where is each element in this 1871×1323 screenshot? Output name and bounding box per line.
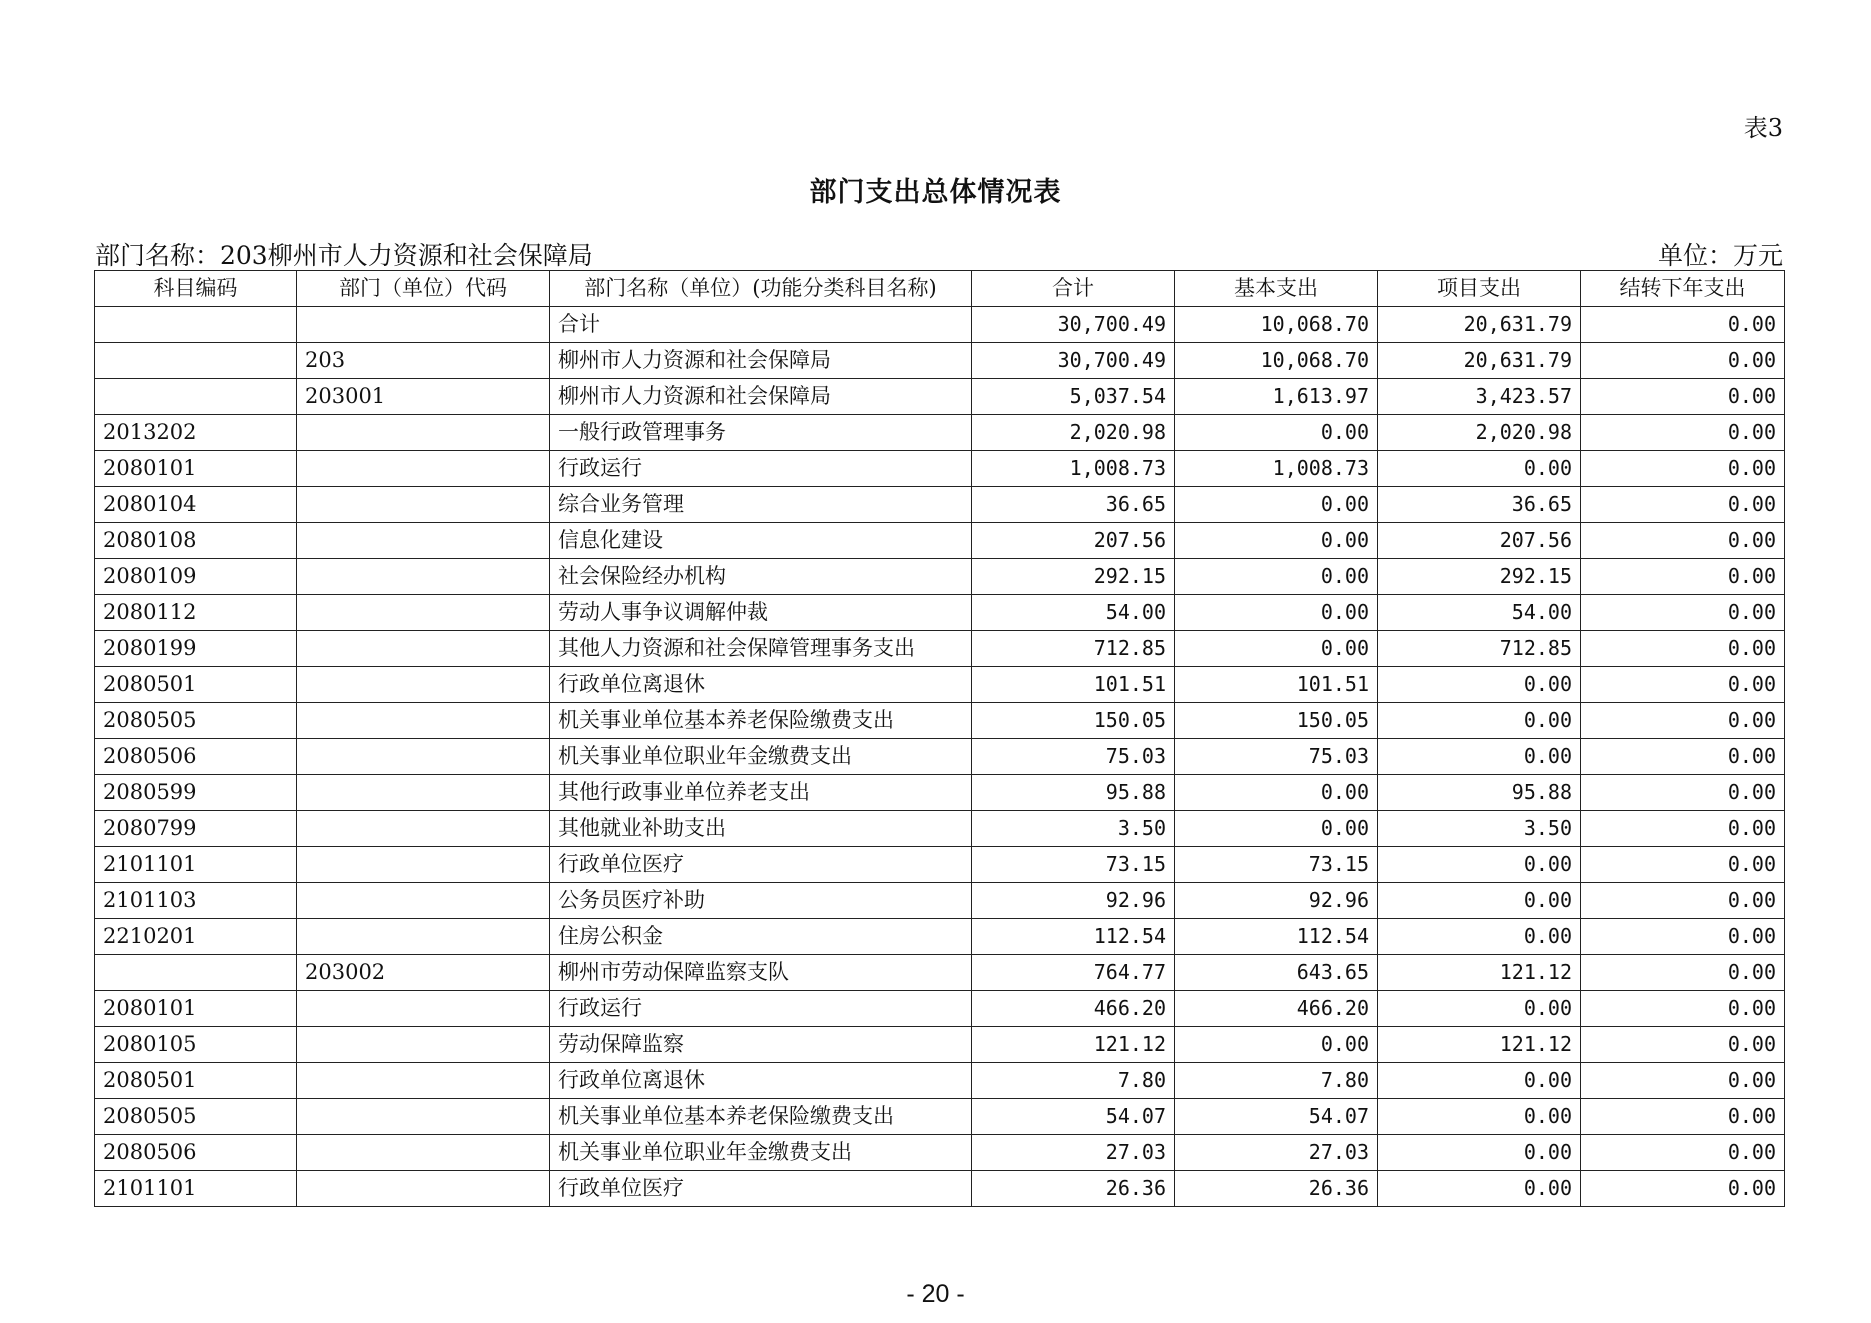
- cell-name: 机关事业单位职业年金缴费支出: [550, 1135, 972, 1171]
- cell-basic: 26.36: [1175, 1171, 1378, 1207]
- cell-name: 机关事业单位基本养老保险缴费支出: [550, 1099, 972, 1135]
- cell-project: 2,020.98: [1378, 415, 1581, 451]
- cell-basic: 112.54: [1175, 919, 1378, 955]
- cell-basic: 643.65: [1175, 955, 1378, 991]
- cell-carryover: 0.00: [1581, 955, 1785, 991]
- cell-subject-code: [95, 307, 297, 343]
- cell-name: 其他人力资源和社会保障管理事务支出: [550, 631, 972, 667]
- cell-total: 1,008.73: [972, 451, 1175, 487]
- cell-name: 一般行政管理事务: [550, 415, 972, 451]
- table-row: [95, 343, 1785, 379]
- cell-total: 95.88: [972, 775, 1175, 811]
- cell-name: 劳动人事争议调解仲裁: [550, 595, 972, 631]
- cell-total: 30,700.49: [972, 307, 1175, 343]
- cell-unit-code: [297, 559, 550, 595]
- cell-unit-code: [297, 883, 550, 919]
- cell-basic: 1,008.73: [1175, 451, 1378, 487]
- cell-total: 150.05: [972, 703, 1175, 739]
- table-row: [95, 1027, 1785, 1063]
- cell-total: 7.80: [972, 1063, 1175, 1099]
- cell-project: 54.00: [1378, 595, 1581, 631]
- unit-label: 单位：万元: [1657, 241, 1783, 270]
- cell-total: 466.20: [972, 991, 1175, 1027]
- table-row: [95, 847, 1785, 883]
- cell-basic: 0.00: [1175, 811, 1378, 847]
- cell-total: 207.56: [972, 523, 1175, 559]
- cell-name: 行政单位医疗: [550, 847, 972, 883]
- cell-carryover: 0.00: [1581, 523, 1785, 559]
- table-row: [95, 379, 1785, 415]
- cell-total: 292.15: [972, 559, 1175, 595]
- cell-project: 121.12: [1378, 955, 1581, 991]
- cell-carryover: 0.00: [1581, 847, 1785, 883]
- cell-basic: 73.15: [1175, 847, 1378, 883]
- table-row: [95, 1171, 1785, 1207]
- page-number: - 20 -: [906, 1280, 965, 1308]
- cell-unit-code: [297, 847, 550, 883]
- header-carryover: 结转下年支出: [1581, 271, 1785, 307]
- cell-carryover: 0.00: [1581, 415, 1785, 451]
- cell-name: 行政运行: [550, 991, 972, 1027]
- table-row: [95, 667, 1785, 703]
- cell-name: 柳州市人力资源和社会保障局: [550, 343, 972, 379]
- cell-name: 劳动保障监察: [550, 1027, 972, 1063]
- cell-project: 3,423.57: [1378, 379, 1581, 415]
- cell-project: 0.00: [1378, 1063, 1581, 1099]
- cell-subject-code: 2080101: [95, 451, 297, 487]
- table-row: [95, 739, 1785, 775]
- cell-total: 54.07: [972, 1099, 1175, 1135]
- cell-basic: 0.00: [1175, 775, 1378, 811]
- cell-unit-code: [297, 631, 550, 667]
- cell-carryover: 0.00: [1581, 883, 1785, 919]
- cell-project: 0.00: [1378, 1099, 1581, 1135]
- cell-total: 121.12: [972, 1027, 1175, 1063]
- table-row: [95, 523, 1785, 559]
- cell-unit-code: 203: [297, 343, 550, 379]
- cell-project: 36.65: [1378, 487, 1581, 523]
- cell-project: 0.00: [1378, 1135, 1581, 1171]
- cell-basic: 101.51: [1175, 667, 1378, 703]
- cell-project: 0.00: [1378, 847, 1581, 883]
- cell-basic: 0.00: [1175, 523, 1378, 559]
- cell-basic: 466.20: [1175, 991, 1378, 1027]
- department-label: 部门名称：203柳州市人力资源和社会保障局: [95, 241, 593, 270]
- cell-carryover: 0.00: [1581, 451, 1785, 487]
- cell-project: 0.00: [1378, 451, 1581, 487]
- cell-subject-code: 2080505: [95, 703, 297, 739]
- cell-project: 0.00: [1378, 703, 1581, 739]
- cell-basic: 0.00: [1175, 1027, 1378, 1063]
- cell-basic: 10,068.70: [1175, 307, 1378, 343]
- cell-carryover: 0.00: [1581, 811, 1785, 847]
- cell-subject-code: 2080501: [95, 1063, 297, 1099]
- table-number: 表3: [1743, 114, 1783, 142]
- cell-project: 121.12: [1378, 1027, 1581, 1063]
- cell-subject-code: [95, 379, 297, 415]
- cell-subject-code: 2080109: [95, 559, 297, 595]
- table-body: [95, 307, 1785, 1207]
- cell-project: 0.00: [1378, 991, 1581, 1027]
- cell-carryover: 0.00: [1581, 739, 1785, 775]
- cell-subject-code: 2101101: [95, 847, 297, 883]
- table-row: [95, 1063, 1785, 1099]
- cell-project: 20,631.79: [1378, 343, 1581, 379]
- cell-carryover: 0.00: [1581, 1171, 1785, 1207]
- cell-total: 26.36: [972, 1171, 1175, 1207]
- cell-subject-code: 2080108: [95, 523, 297, 559]
- cell-basic: 0.00: [1175, 595, 1378, 631]
- cell-name: 柳州市劳动保障监察支队: [550, 955, 972, 991]
- cell-carryover: 0.00: [1581, 1099, 1785, 1135]
- cell-unit-code: [297, 1135, 550, 1171]
- cell-subject-code: 2101103: [95, 883, 297, 919]
- cell-carryover: 0.00: [1581, 487, 1785, 523]
- table-row: [95, 595, 1785, 631]
- cell-total: 3.50: [972, 811, 1175, 847]
- cell-total: 92.96: [972, 883, 1175, 919]
- table-row: [95, 1135, 1785, 1171]
- cell-subject-code: 2080501: [95, 667, 297, 703]
- cell-basic: 1,613.97: [1175, 379, 1378, 415]
- cell-unit-code: [297, 523, 550, 559]
- cell-subject-code: 2080505: [95, 1099, 297, 1135]
- cell-carryover: 0.00: [1581, 1135, 1785, 1171]
- cell-carryover: 0.00: [1581, 307, 1785, 343]
- header-name: 部门名称（单位）(功能分类科目名称): [550, 271, 972, 307]
- cell-basic: 7.80: [1175, 1063, 1378, 1099]
- cell-subject-code: 2080506: [95, 739, 297, 775]
- header-project: 项目支出: [1378, 271, 1581, 307]
- cell-unit-code: [297, 1099, 550, 1135]
- table-row: [95, 415, 1785, 451]
- cell-basic: 75.03: [1175, 739, 1378, 775]
- cell-subject-code: 2013202: [95, 415, 297, 451]
- cell-carryover: 0.00: [1581, 775, 1785, 811]
- cell-subject-code: 2080799: [95, 811, 297, 847]
- cell-total: 764.77: [972, 955, 1175, 991]
- cell-project: 0.00: [1378, 739, 1581, 775]
- cell-project: 207.56: [1378, 523, 1581, 559]
- cell-carryover: 0.00: [1581, 1063, 1785, 1099]
- cell-carryover: 0.00: [1581, 595, 1785, 631]
- cell-total: 712.85: [972, 631, 1175, 667]
- cell-unit-code: [297, 1171, 550, 1207]
- cell-unit-code: [297, 595, 550, 631]
- header-basic: 基本支出: [1175, 271, 1378, 307]
- cell-subject-code: 2080599: [95, 775, 297, 811]
- cell-carryover: 0.00: [1581, 667, 1785, 703]
- cell-name: 公务员医疗补助: [550, 883, 972, 919]
- table-row: [95, 703, 1785, 739]
- table-header-row: [95, 271, 1785, 307]
- cell-total: 27.03: [972, 1135, 1175, 1171]
- table-row: [95, 559, 1785, 595]
- cell-project: 0.00: [1378, 919, 1581, 955]
- header-subject-code: 科目编码: [95, 271, 297, 307]
- cell-unit-code: [297, 811, 550, 847]
- cell-name: 社会保险经办机构: [550, 559, 972, 595]
- cell-name: 合计: [550, 307, 972, 343]
- cell-unit-code: [297, 307, 550, 343]
- cell-project: 20,631.79: [1378, 307, 1581, 343]
- table-row: [95, 955, 1785, 991]
- table-row: [95, 811, 1785, 847]
- cell-basic: 0.00: [1175, 631, 1378, 667]
- cell-name: 机关事业单位职业年金缴费支出: [550, 739, 972, 775]
- cell-basic: 54.07: [1175, 1099, 1378, 1135]
- cell-subject-code: 2080506: [95, 1135, 297, 1171]
- cell-carryover: 0.00: [1581, 559, 1785, 595]
- cell-name: 综合业务管理: [550, 487, 972, 523]
- cell-basic: 92.96: [1175, 883, 1378, 919]
- cell-unit-code: [297, 739, 550, 775]
- table-row: [95, 919, 1785, 955]
- cell-total: 30,700.49: [972, 343, 1175, 379]
- cell-unit-code: [297, 667, 550, 703]
- cell-name: 住房公积金: [550, 919, 972, 955]
- table-row: [95, 775, 1785, 811]
- cell-name: 柳州市人力资源和社会保障局: [550, 379, 972, 415]
- cell-carryover: 0.00: [1581, 991, 1785, 1027]
- cell-total: 54.00: [972, 595, 1175, 631]
- table-row: [95, 991, 1785, 1027]
- cell-total: 101.51: [972, 667, 1175, 703]
- table-row: [95, 883, 1785, 919]
- cell-total: 36.65: [972, 487, 1175, 523]
- cell-carryover: 0.00: [1581, 919, 1785, 955]
- cell-basic: 0.00: [1175, 487, 1378, 523]
- cell-name: 行政单位离退休: [550, 667, 972, 703]
- cell-project: 712.85: [1378, 631, 1581, 667]
- cell-name: 行政单位离退休: [550, 1063, 972, 1099]
- page-title: 部门支出总体情况表: [809, 177, 1062, 208]
- cell-basic: 10,068.70: [1175, 343, 1378, 379]
- cell-unit-code: 203001: [297, 379, 550, 415]
- cell-name: 行政运行: [550, 451, 972, 487]
- header-total: 合计: [972, 271, 1175, 307]
- cell-carryover: 0.00: [1581, 379, 1785, 415]
- cell-carryover: 0.00: [1581, 703, 1785, 739]
- table-row: [95, 487, 1785, 523]
- cell-total: 112.54: [972, 919, 1175, 955]
- cell-basic: 150.05: [1175, 703, 1378, 739]
- header-unit-code: 部门（单位）代码: [297, 271, 550, 307]
- cell-unit-code: [297, 1063, 550, 1099]
- cell-basic: 0.00: [1175, 415, 1378, 451]
- cell-total: 73.15: [972, 847, 1175, 883]
- cell-unit-code: [297, 1027, 550, 1063]
- cell-name: 信息化建设: [550, 523, 972, 559]
- cell-total: 75.03: [972, 739, 1175, 775]
- cell-subject-code: 2080101: [95, 991, 297, 1027]
- cell-project: 0.00: [1378, 667, 1581, 703]
- table-row: [95, 631, 1785, 667]
- cell-subject-code: 2080199: [95, 631, 297, 667]
- cell-subject-code: 2101101: [95, 1171, 297, 1207]
- cell-unit-code: [297, 991, 550, 1027]
- cell-basic: 27.03: [1175, 1135, 1378, 1171]
- table-row: [95, 307, 1785, 343]
- cell-project: 3.50: [1378, 811, 1581, 847]
- cell-unit-code: [297, 415, 550, 451]
- cell-name: 其他就业补助支出: [550, 811, 972, 847]
- cell-unit-code: [297, 919, 550, 955]
- table-row: [95, 1099, 1785, 1135]
- cell-name: 其他行政事业单位养老支出: [550, 775, 972, 811]
- cell-unit-code: [297, 775, 550, 811]
- cell-subject-code: 2080104: [95, 487, 297, 523]
- cell-basic: 0.00: [1175, 559, 1378, 595]
- cell-unit-code: 203002: [297, 955, 550, 991]
- cell-unit-code: [297, 487, 550, 523]
- cell-subject-code: 2080112: [95, 595, 297, 631]
- table-row: [95, 451, 1785, 487]
- expenditure-table: [94, 270, 1785, 1207]
- cell-subject-code: [95, 343, 297, 379]
- cell-carryover: 0.00: [1581, 1027, 1785, 1063]
- cell-project: 292.15: [1378, 559, 1581, 595]
- cell-subject-code: [95, 955, 297, 991]
- cell-subject-code: 2210201: [95, 919, 297, 955]
- cell-carryover: 0.00: [1581, 631, 1785, 667]
- cell-name: 行政单位医疗: [550, 1171, 972, 1207]
- cell-carryover: 0.00: [1581, 343, 1785, 379]
- cell-total: 2,020.98: [972, 415, 1175, 451]
- cell-name: 机关事业单位基本养老保险缴费支出: [550, 703, 972, 739]
- cell-subject-code: 2080105: [95, 1027, 297, 1063]
- cell-total: 5,037.54: [972, 379, 1175, 415]
- cell-unit-code: [297, 703, 550, 739]
- cell-project: 0.00: [1378, 1171, 1581, 1207]
- cell-project: 0.00: [1378, 883, 1581, 919]
- cell-project: 95.88: [1378, 775, 1581, 811]
- cell-unit-code: [297, 451, 550, 487]
